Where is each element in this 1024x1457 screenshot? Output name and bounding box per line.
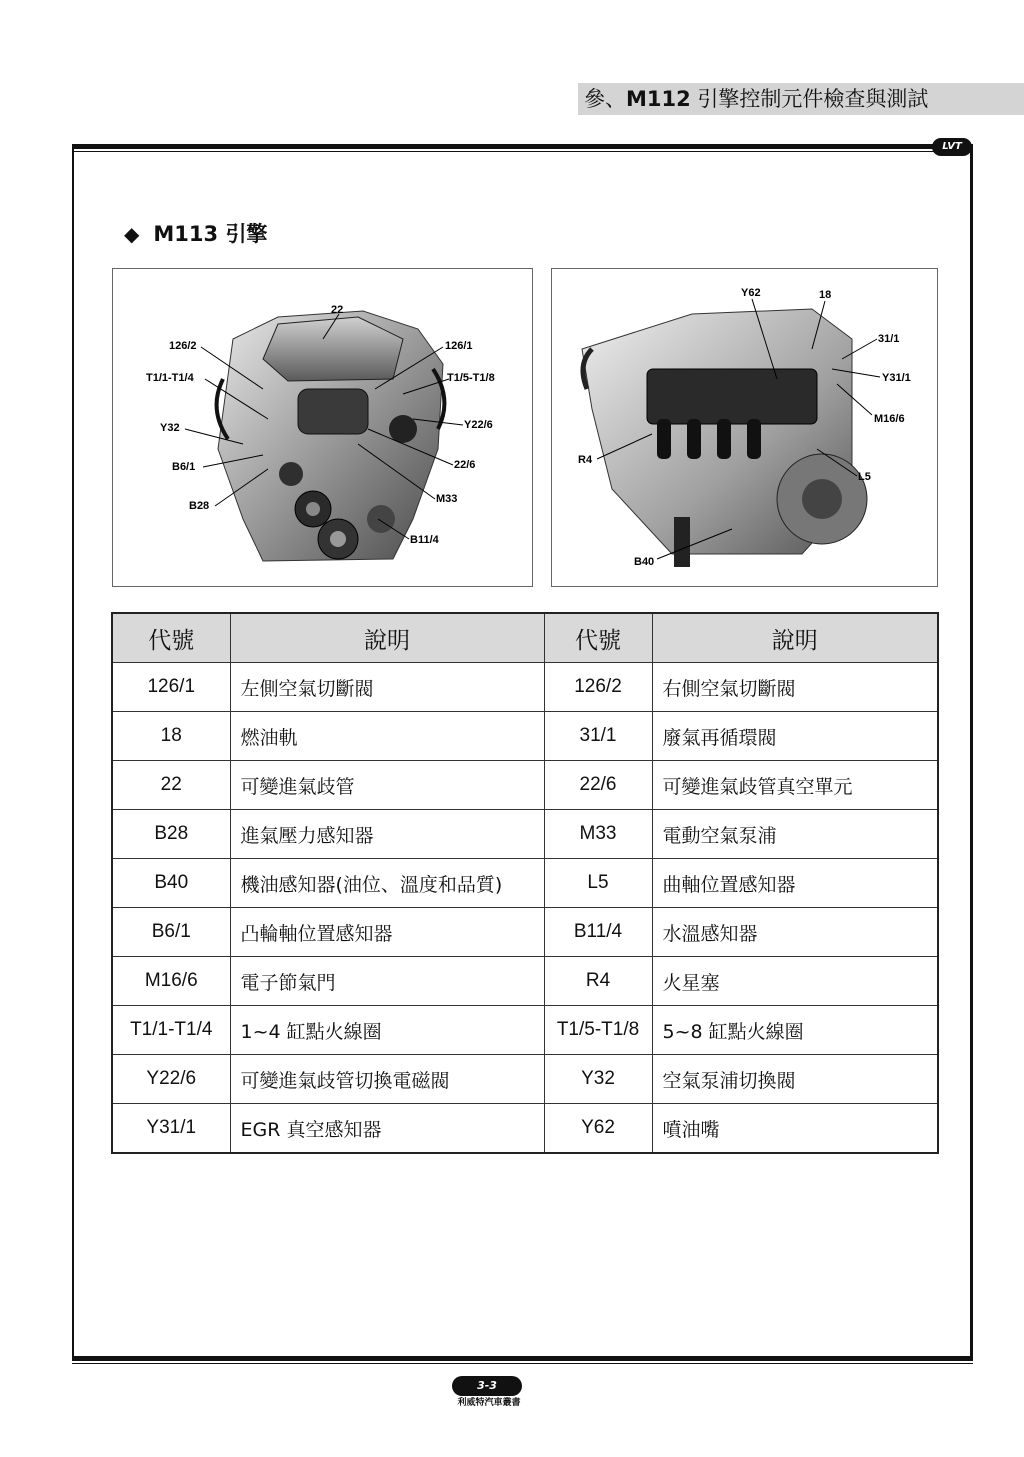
- page-header-title: [578, 83, 1024, 115]
- bottom-border-thin-rule: [72, 1363, 973, 1364]
- callout-label: M33: [436, 493, 458, 505]
- callout-label: 126/2: [169, 340, 197, 352]
- component-code-cell: M33: [544, 810, 652, 859]
- callout-label: B11/4: [410, 534, 439, 546]
- callout-label: 18: [819, 289, 832, 301]
- component-code-cell: R4: [544, 957, 652, 1006]
- table-row: [112, 859, 938, 908]
- table-row: [112, 810, 938, 859]
- component-description-cell: 可變進氣歧管真空單元: [652, 761, 938, 810]
- table-row: [112, 712, 938, 761]
- component-code-cell: 18: [112, 712, 230, 761]
- diamond-bullet-icon: ◆: [124, 222, 140, 246]
- callout-label: B6/1: [172, 461, 196, 473]
- component-code-cell: T1/5-T1/8: [544, 1006, 652, 1055]
- component-description-cell: 曲軸位置感知器: [652, 859, 938, 908]
- publisher-logo: LVT: [932, 138, 972, 156]
- table-header-row: [112, 613, 938, 663]
- callout-label: T1/5-T1/8: [447, 372, 495, 384]
- component-code-cell: T1/1-T1/4: [112, 1006, 230, 1055]
- component-code-cell: Y32: [544, 1055, 652, 1104]
- table-body: [112, 663, 938, 1154]
- component-description-cell: 空氣泵浦切換閥: [652, 1055, 938, 1104]
- right-border-rule: [970, 144, 973, 1360]
- table-row: [112, 957, 938, 1006]
- table-row: [112, 908, 938, 957]
- table-row: [112, 1006, 938, 1055]
- header-code-left: 代號: [112, 613, 230, 663]
- component-code-cell: B6/1: [112, 908, 230, 957]
- callout-label: 31/1: [878, 333, 900, 345]
- section-model: M113: [153, 222, 219, 246]
- component-description-cell: 廢氣再循環閥: [652, 712, 938, 761]
- header-prefix: 參、: [584, 87, 626, 111]
- header-description-right: 說明: [652, 613, 938, 663]
- component-code-cell: B11/4: [544, 908, 652, 957]
- component-code-cell: L5: [544, 859, 652, 908]
- component-code-cell: 31/1: [544, 712, 652, 761]
- table-row: [112, 1055, 938, 1104]
- callout-label: B28: [189, 500, 210, 512]
- component-code-cell: 126/1: [112, 663, 230, 712]
- table-row: [112, 663, 938, 712]
- component-description-cell: 機油感知器(油位、溫度和品質): [230, 859, 544, 908]
- component-description-cell: 燃油軌: [230, 712, 544, 761]
- component-description-cell: 噴油嘴: [652, 1104, 938, 1154]
- component-description-cell: 左側空氣切斷閥: [230, 663, 544, 712]
- component-description-cell: EGR 真空感知器: [230, 1104, 544, 1154]
- component-code-cell: Y62: [544, 1104, 652, 1154]
- callout-label: 22/6: [454, 459, 476, 471]
- callout-label: Y32: [160, 422, 180, 434]
- engine-front-photo: [112, 268, 533, 587]
- component-description-cell: 右側空氣切斷閥: [652, 663, 938, 712]
- component-code-cell: B40: [112, 859, 230, 908]
- callout-label: R4: [578, 454, 593, 466]
- component-description-cell: 5~8 缸點火線圈: [652, 1006, 938, 1055]
- publisher-name: 利威特汽車叢書: [457, 1398, 521, 1408]
- component-code-cell: 22: [112, 761, 230, 810]
- section-title: 引擎: [225, 222, 268, 246]
- engine-side-photo: [551, 268, 938, 587]
- header-description-left: 說明: [230, 613, 544, 663]
- callout-label: Y31/1: [882, 372, 911, 384]
- component-description-cell: 1~4 缸點火線圈: [230, 1006, 544, 1055]
- component-description-cell: 凸輪軸位置感知器: [230, 908, 544, 957]
- callout-label: T1/1-T1/4: [146, 372, 194, 384]
- component-code-cell: Y31/1: [112, 1104, 230, 1154]
- top-border-thin-rule: [72, 151, 972, 152]
- component-description-cell: 電動空氣泵浦: [652, 810, 938, 859]
- component-description-cell: 水溫感知器: [652, 908, 938, 957]
- component-description-cell: 電子節氣門: [230, 957, 544, 1006]
- section-heading: [124, 218, 267, 248]
- component-description-cell: 火星塞: [652, 957, 938, 1006]
- bottom-border-rule: [72, 1356, 973, 1361]
- callout-label: Y62: [741, 287, 761, 299]
- component-description-cell: 進氣壓力感知器: [230, 810, 544, 859]
- callout-label: Y22/6: [464, 419, 493, 431]
- component-description-cell: 可變進氣歧管切換電磁閥: [230, 1055, 544, 1104]
- table-row: [112, 1104, 938, 1154]
- callout-label: L5: [858, 471, 871, 483]
- callout-label: B40: [634, 556, 655, 568]
- header-code-right: 代號: [544, 613, 652, 663]
- callout-label: 22: [331, 304, 344, 316]
- table-row: [112, 761, 938, 810]
- callout-label: M16/6: [874, 413, 905, 425]
- component-description-cell: 可變進氣歧管: [230, 761, 544, 810]
- callout-label: 126/1: [445, 340, 473, 352]
- component-code-table: [111, 612, 939, 1154]
- component-code-cell: 126/2: [544, 663, 652, 712]
- engine-side-illustration: [552, 269, 937, 586]
- left-border-rule: [72, 144, 74, 1360]
- top-border-rule: [72, 144, 972, 149]
- header-model: M112: [626, 87, 691, 111]
- page-number-badge: 3-3: [452, 1376, 522, 1396]
- component-code-cell: M16/6: [112, 957, 230, 1006]
- component-code-cell: 22/6: [544, 761, 652, 810]
- component-code-cell: B28: [112, 810, 230, 859]
- header-title-text: 引擎控制元件檢查與測試: [690, 87, 929, 111]
- component-code-cell: Y22/6: [112, 1055, 230, 1104]
